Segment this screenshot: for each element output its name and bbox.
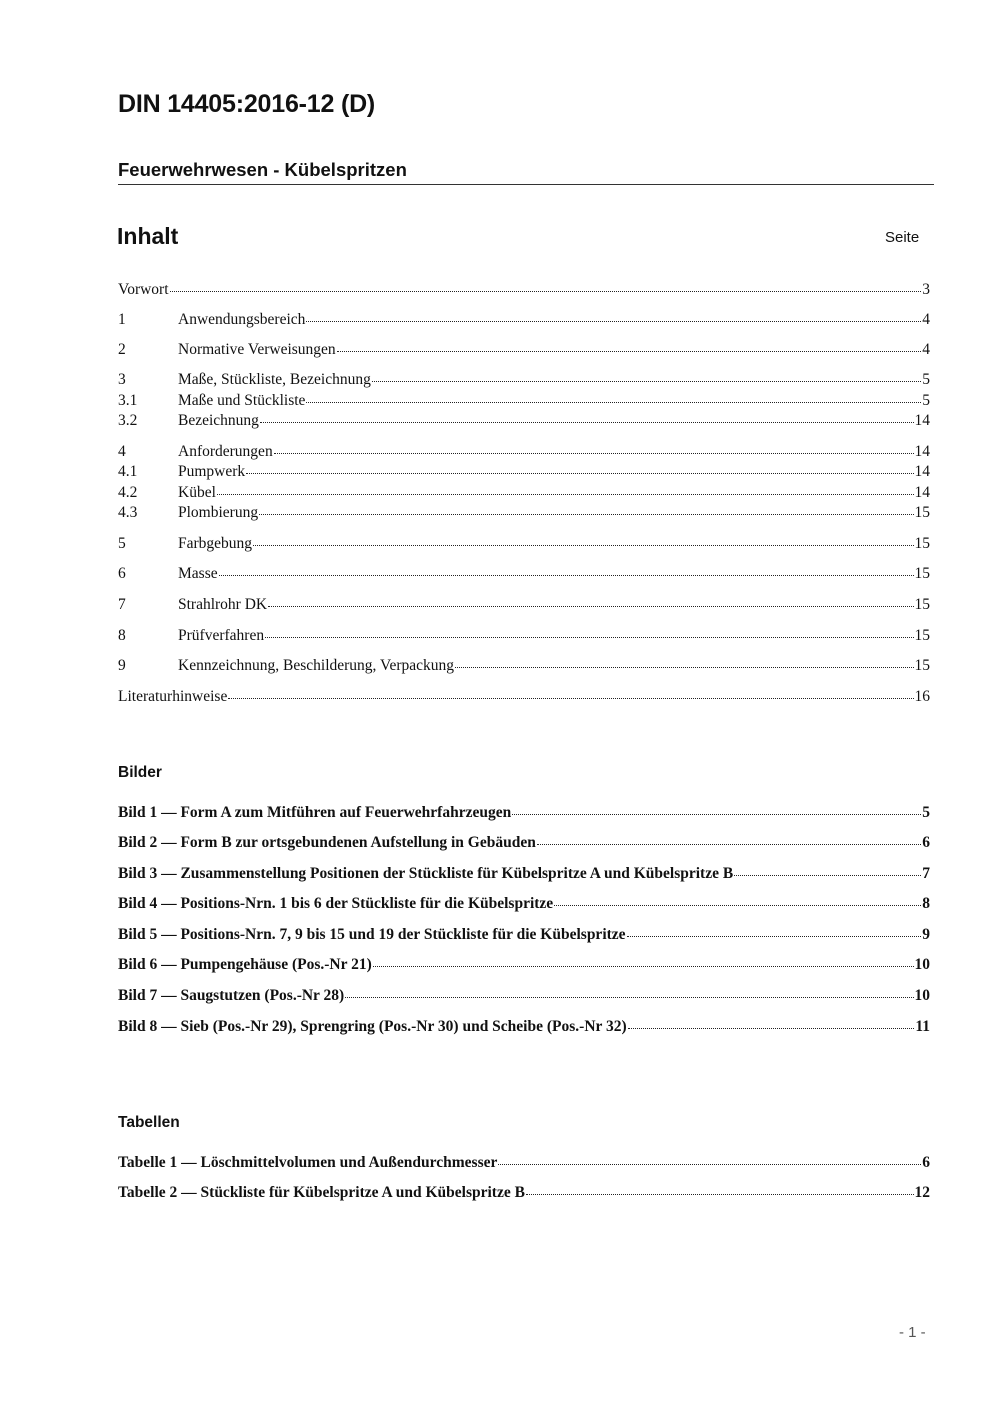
toc-entry[interactable] — [118, 391, 930, 411]
toc-entry[interactable] — [118, 340, 930, 360]
dot-leader — [268, 606, 913, 607]
dot-leader — [274, 453, 914, 454]
dot-leader — [265, 637, 913, 638]
figure-entry[interactable] — [118, 986, 930, 1006]
toc-entry-title: Anwendungsbereich — [178, 311, 306, 328]
toc-entry-number: 6 — [118, 565, 126, 582]
figure-entry[interactable] — [118, 955, 930, 975]
figure-entry-page: 6 — [922, 834, 930, 851]
dot-leader — [498, 1164, 921, 1165]
dot-leader — [455, 667, 913, 668]
figure-entry[interactable] — [118, 864, 930, 884]
dot-leader — [627, 936, 922, 937]
contents-heading: Inhalt — [117, 223, 179, 249]
figure-entry-title: Bild 7 — Saugstutzen (Pos.-Nr 28) — [118, 987, 345, 1004]
dot-leader — [337, 351, 922, 352]
figure-entry-page: 7 — [922, 865, 930, 882]
figure-entry-title: Bild 2 — Form B zur ortsgebundenen Aufstellung in Gebäuden — [118, 834, 536, 851]
figure-entry-page: 10 — [914, 956, 930, 973]
figure-entry-page: 11 — [915, 1018, 930, 1035]
table-entry[interactable] — [118, 1183, 930, 1203]
toc-entry-number: 3 — [118, 371, 126, 388]
document-subtitle: Feuerwehrwesen - Kübelspritzen — [118, 159, 934, 185]
toc-entry[interactable] — [118, 564, 930, 584]
toc-entry-page: 16 — [914, 688, 930, 705]
toc-entry-title: Literaturhinweise — [118, 688, 228, 705]
figures-heading: Bilder — [118, 764, 162, 781]
toc-entry-page: 4 — [922, 311, 930, 328]
figure-entry-page: 5 — [922, 804, 930, 821]
toc-entry-page: 15 — [914, 565, 930, 582]
figure-entry-title: Bild 5 — Positions-Nrn. 7, 9 bis 15 und 19 der Stückliste für die Kübelspritze — [118, 926, 626, 943]
dot-leader — [345, 997, 913, 998]
dot-leader — [259, 514, 913, 515]
page-column-label: Seite — [885, 229, 920, 246]
table-entry-title: Tabelle 2 — Stückliste für Kübelspritze A und Kübelspritze B — [118, 1184, 525, 1201]
dot-leader — [219, 575, 914, 576]
figure-entry-page: 8 — [922, 895, 930, 912]
toc-entry-number: 7 — [118, 596, 126, 613]
toc-entry[interactable] — [118, 687, 930, 707]
toc-entry-number: 5 — [118, 535, 126, 552]
toc-entry-title: Pumpwerk — [178, 463, 246, 480]
toc-entry-page: 5 — [922, 392, 930, 409]
toc-entry-page: 14 — [914, 412, 930, 429]
dot-leader — [526, 1194, 914, 1195]
toc-entry-number: 3.2 — [118, 412, 138, 429]
toc-entry-title: Normative Verweisungen — [178, 341, 336, 358]
toc-entry-page: 14 — [914, 463, 930, 480]
dot-leader — [253, 545, 913, 546]
toc-entry-page: 3 — [922, 281, 930, 298]
dot-leader — [260, 422, 914, 423]
toc-entry-title: Masse — [178, 565, 218, 582]
toc-entry[interactable] — [118, 595, 930, 615]
figure-entry-title: Bild 1 — Form A zum Mitführen auf Feuerwehrfahrzeugen — [118, 804, 512, 821]
toc-entry[interactable] — [118, 442, 930, 462]
toc-entry-title: Vorwort — [118, 281, 169, 298]
toc-entry-number: 3.1 — [118, 392, 138, 409]
figure-entry-page: 9 — [922, 926, 930, 943]
toc-entry[interactable] — [118, 411, 930, 431]
dot-leader — [170, 291, 922, 292]
toc-entry[interactable] — [118, 626, 930, 646]
toc-entry-number: 2 — [118, 341, 126, 358]
toc-entry-number: 4.2 — [118, 484, 138, 501]
toc-entry-page: 5 — [922, 371, 930, 388]
toc-entry-page: 15 — [914, 657, 930, 674]
dot-leader — [537, 844, 921, 845]
table-entry-title: Tabelle 1 — Löschmittelvolumen und Außendurchmesser — [118, 1154, 498, 1171]
toc-entry[interactable] — [118, 280, 930, 300]
dot-leader — [217, 494, 914, 495]
toc-entry[interactable] — [118, 483, 930, 503]
toc-entry-title: Plombierung — [178, 504, 259, 521]
page-number: - 1 - — [899, 1324, 926, 1341]
dot-leader — [228, 698, 913, 699]
toc-entry-title: Anforderungen — [178, 443, 273, 460]
dot-leader — [373, 966, 914, 967]
toc-entry[interactable] — [118, 534, 930, 554]
table-entry-page: 6 — [922, 1154, 930, 1171]
toc-entry-page: 15 — [914, 535, 930, 552]
dot-leader — [628, 1028, 915, 1029]
toc-entry-number: 4 — [118, 443, 126, 460]
figure-entry[interactable] — [118, 894, 930, 914]
toc-entry-title: Bezeichnung — [178, 412, 259, 429]
toc-entry[interactable] — [118, 370, 930, 390]
toc-entry-page: 15 — [914, 627, 930, 644]
toc-entry[interactable] — [118, 656, 930, 676]
figure-entry-title: Bild 6 — Pumpengehäuse (Pos.-Nr 21) — [118, 956, 372, 973]
toc-entry-number: 4.1 — [118, 463, 138, 480]
toc-entry[interactable] — [118, 503, 930, 523]
toc-entry-number: 8 — [118, 627, 126, 644]
toc-entry-title: Maße, Stückliste, Bezeichnung — [178, 371, 371, 388]
toc-entry-page: 4 — [922, 341, 930, 358]
dot-leader — [734, 875, 921, 876]
toc-entry-title: Strahlrohr DK — [178, 596, 268, 613]
toc-entry-number: 9 — [118, 657, 126, 674]
toc-entry-page: 14 — [914, 443, 930, 460]
document-title: DIN 14405:2016-12 (D) — [118, 90, 376, 118]
toc-entry[interactable] — [118, 310, 930, 330]
dot-leader — [554, 905, 921, 906]
table-entry[interactable] — [118, 1153, 930, 1173]
tables-heading: Tabellen — [118, 1114, 180, 1131]
figure-entry-title: Bild 8 — Sieb (Pos.-Nr 29), Sprengring (Pos.-Nr 30) und Scheibe (Pos.-Nr 32) — [118, 1018, 627, 1035]
figure-entry[interactable] — [118, 925, 930, 945]
figure-entry-title: Bild 3 — Zusammenstellung Positionen der Stückliste für Kübelspritze A und Kübelspritze B — [118, 865, 734, 882]
toc-entry-number: 4.3 — [118, 504, 138, 521]
dot-leader — [306, 402, 921, 403]
dot-leader — [246, 473, 913, 474]
toc-entry-title: Farbgebung — [178, 535, 253, 552]
figure-entry-page: 10 — [914, 987, 930, 1004]
figure-entry[interactable] — [118, 1017, 930, 1037]
dot-leader — [372, 381, 921, 382]
toc-entry-page: 15 — [914, 596, 930, 613]
figure-entry-title: Bild 4 — Positions-Nrn. 1 bis 6 der Stückliste für die Kübelspritze — [118, 895, 554, 912]
figure-entry[interactable] — [118, 803, 930, 823]
toc-entry[interactable] — [118, 462, 930, 482]
toc-entry-page: 14 — [914, 484, 930, 501]
toc-entry-title: Kübel — [178, 484, 216, 501]
toc-entry-number: 1 — [118, 311, 126, 328]
dot-leader — [306, 321, 921, 322]
toc-entry-title: Kennzeichnung, Beschilderung, Verpackung — [178, 657, 455, 674]
toc-entry-title: Prüfverfahren — [178, 627, 265, 644]
figure-entry[interactable] — [118, 833, 930, 853]
toc-entry-title: Maße und Stückliste — [178, 392, 306, 409]
toc-entry-page: 15 — [914, 504, 930, 521]
table-entry-page: 12 — [914, 1184, 930, 1201]
dot-leader — [512, 814, 921, 815]
